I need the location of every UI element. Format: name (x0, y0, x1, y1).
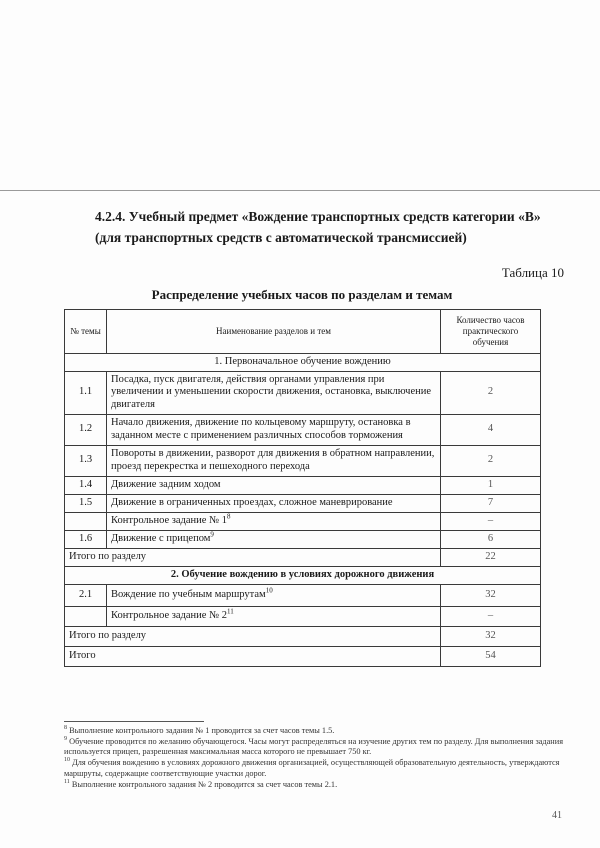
table-row (65, 584, 541, 606)
row-num: 1.3 (65, 445, 107, 476)
section-heading (95, 206, 555, 248)
row-name: Движение задним ходом (107, 476, 441, 494)
row-hours: – (441, 606, 541, 626)
row-num: 2.1 (65, 584, 107, 606)
section-title: 2. Обучение вождению в условиях дорожного движения (65, 566, 541, 584)
footnote: $^8$ Выполнение контрольного задания № 1 проводится за счет часов темы 1.5. (64, 725, 335, 735)
row-name: Начало движения, движение по кольцевому маршруту, остановка в заданном месте с применением различных способов торможения (107, 414, 441, 445)
heading-line-1: 4.2.4. Учебный предмет «Вождение транспортных средств категории «В» (95, 209, 541, 224)
subtotal-label: Итого по разделу (65, 626, 441, 646)
row-num: 1.6 (65, 530, 107, 548)
row-name: Движение в ограниченных проездах, сложное маневрирование (107, 494, 441, 512)
row-hours: 4 (441, 414, 541, 445)
row-num: 1.1 (65, 371, 107, 414)
table-row (65, 445, 541, 476)
table-label: Таблица 10 (501, 265, 564, 280)
row-num: 1.4 (65, 476, 107, 494)
footnote-ref: 10 (265, 586, 273, 595)
row-num: 1.5 (65, 494, 107, 512)
subtotal-label: Итого по разделу (65, 548, 441, 566)
hours-table (64, 309, 541, 667)
footnotes (64, 726, 569, 790)
footnote: $^{11}$ Выполнение контрольного задания № 2 проводится за счет часов темы 2.1. (64, 778, 338, 789)
table-title: Распределение учебных часов по разделам и темам (151, 287, 453, 302)
row-hours: 1 (441, 476, 541, 494)
header-num: № темы (65, 310, 107, 354)
row-hours: 6 (441, 530, 541, 548)
table-row (65, 494, 541, 512)
header-hours: Количество часов практического обучения (441, 310, 541, 354)
section-row (65, 566, 541, 584)
section-row (65, 354, 541, 372)
section-title: 1. Первоначальное обучение вождению (65, 354, 541, 372)
subtotal-hours: 22 (441, 548, 541, 566)
row-hours: 2 (441, 371, 541, 414)
grand-total-label: Итого (65, 646, 441, 666)
row-num (65, 512, 107, 530)
heading-line-2: (для транспортных средств с автоматической трансмиссией) (95, 230, 467, 245)
footnote-ref: 11 (226, 607, 234, 616)
header-name: Наименование разделов и тем (107, 310, 441, 354)
table-row (65, 371, 541, 414)
row-hours: 2 (441, 445, 541, 476)
row-name: Контрольное задание № $2^{11}$ (107, 606, 441, 626)
table-header-row (65, 310, 541, 354)
row-name: Посадка, пуск двигателя, действия органами управления при увеличении и уменьшении скорости движения, остановка, выключение двигателя (107, 371, 441, 414)
subtotal-hours: 32 (441, 626, 541, 646)
footnote-ref: 8 (226, 512, 231, 521)
row-name: Контрольное задание № $1^8$ (107, 512, 441, 530)
row-name: Вождение по учебным маршрутам$^{10}$ (107, 584, 441, 606)
page-number: 41 (552, 810, 562, 821)
subtotal-row (65, 626, 541, 646)
footnote-ref: 9 (210, 530, 214, 539)
table-row (65, 530, 541, 548)
grand-total-row (65, 646, 541, 666)
row-hours: 7 (441, 494, 541, 512)
table-row (65, 476, 541, 494)
page-divider (0, 190, 600, 191)
row-name: Повороты в движении, разворот для движения в обратном направлении, проезд перекрестка и пешеходного перехода (107, 445, 441, 476)
footnote: $^9$ Обучение проводится по желанию обучающегося. Часы могут распределяться на изучение других тем по разделу. Для выполнения задания используется прицеп, разрешенная максимальная масса которого не превышает 750 кг. (64, 736, 564, 757)
subtotal-row (65, 548, 541, 566)
table-row (65, 414, 541, 445)
row-name: Движение с прицепом$^9$ (107, 530, 441, 548)
row-hours: – (441, 512, 541, 530)
grand-total-hours: 54 (441, 646, 541, 666)
control-task-row (65, 512, 541, 530)
footnote: $^{10}$ Для обучения вождению в условиях дорожного движения организацией, осуществляющей образовательную деятельность, утверждаются маршруты, содержащие соответствующие участки дорог. (64, 757, 560, 778)
row-num: 1.2 (65, 414, 107, 445)
row-hours: 32 (441, 584, 541, 606)
footnote-divider (64, 721, 204, 722)
control-task-row (65, 606, 541, 626)
row-num (65, 606, 107, 626)
